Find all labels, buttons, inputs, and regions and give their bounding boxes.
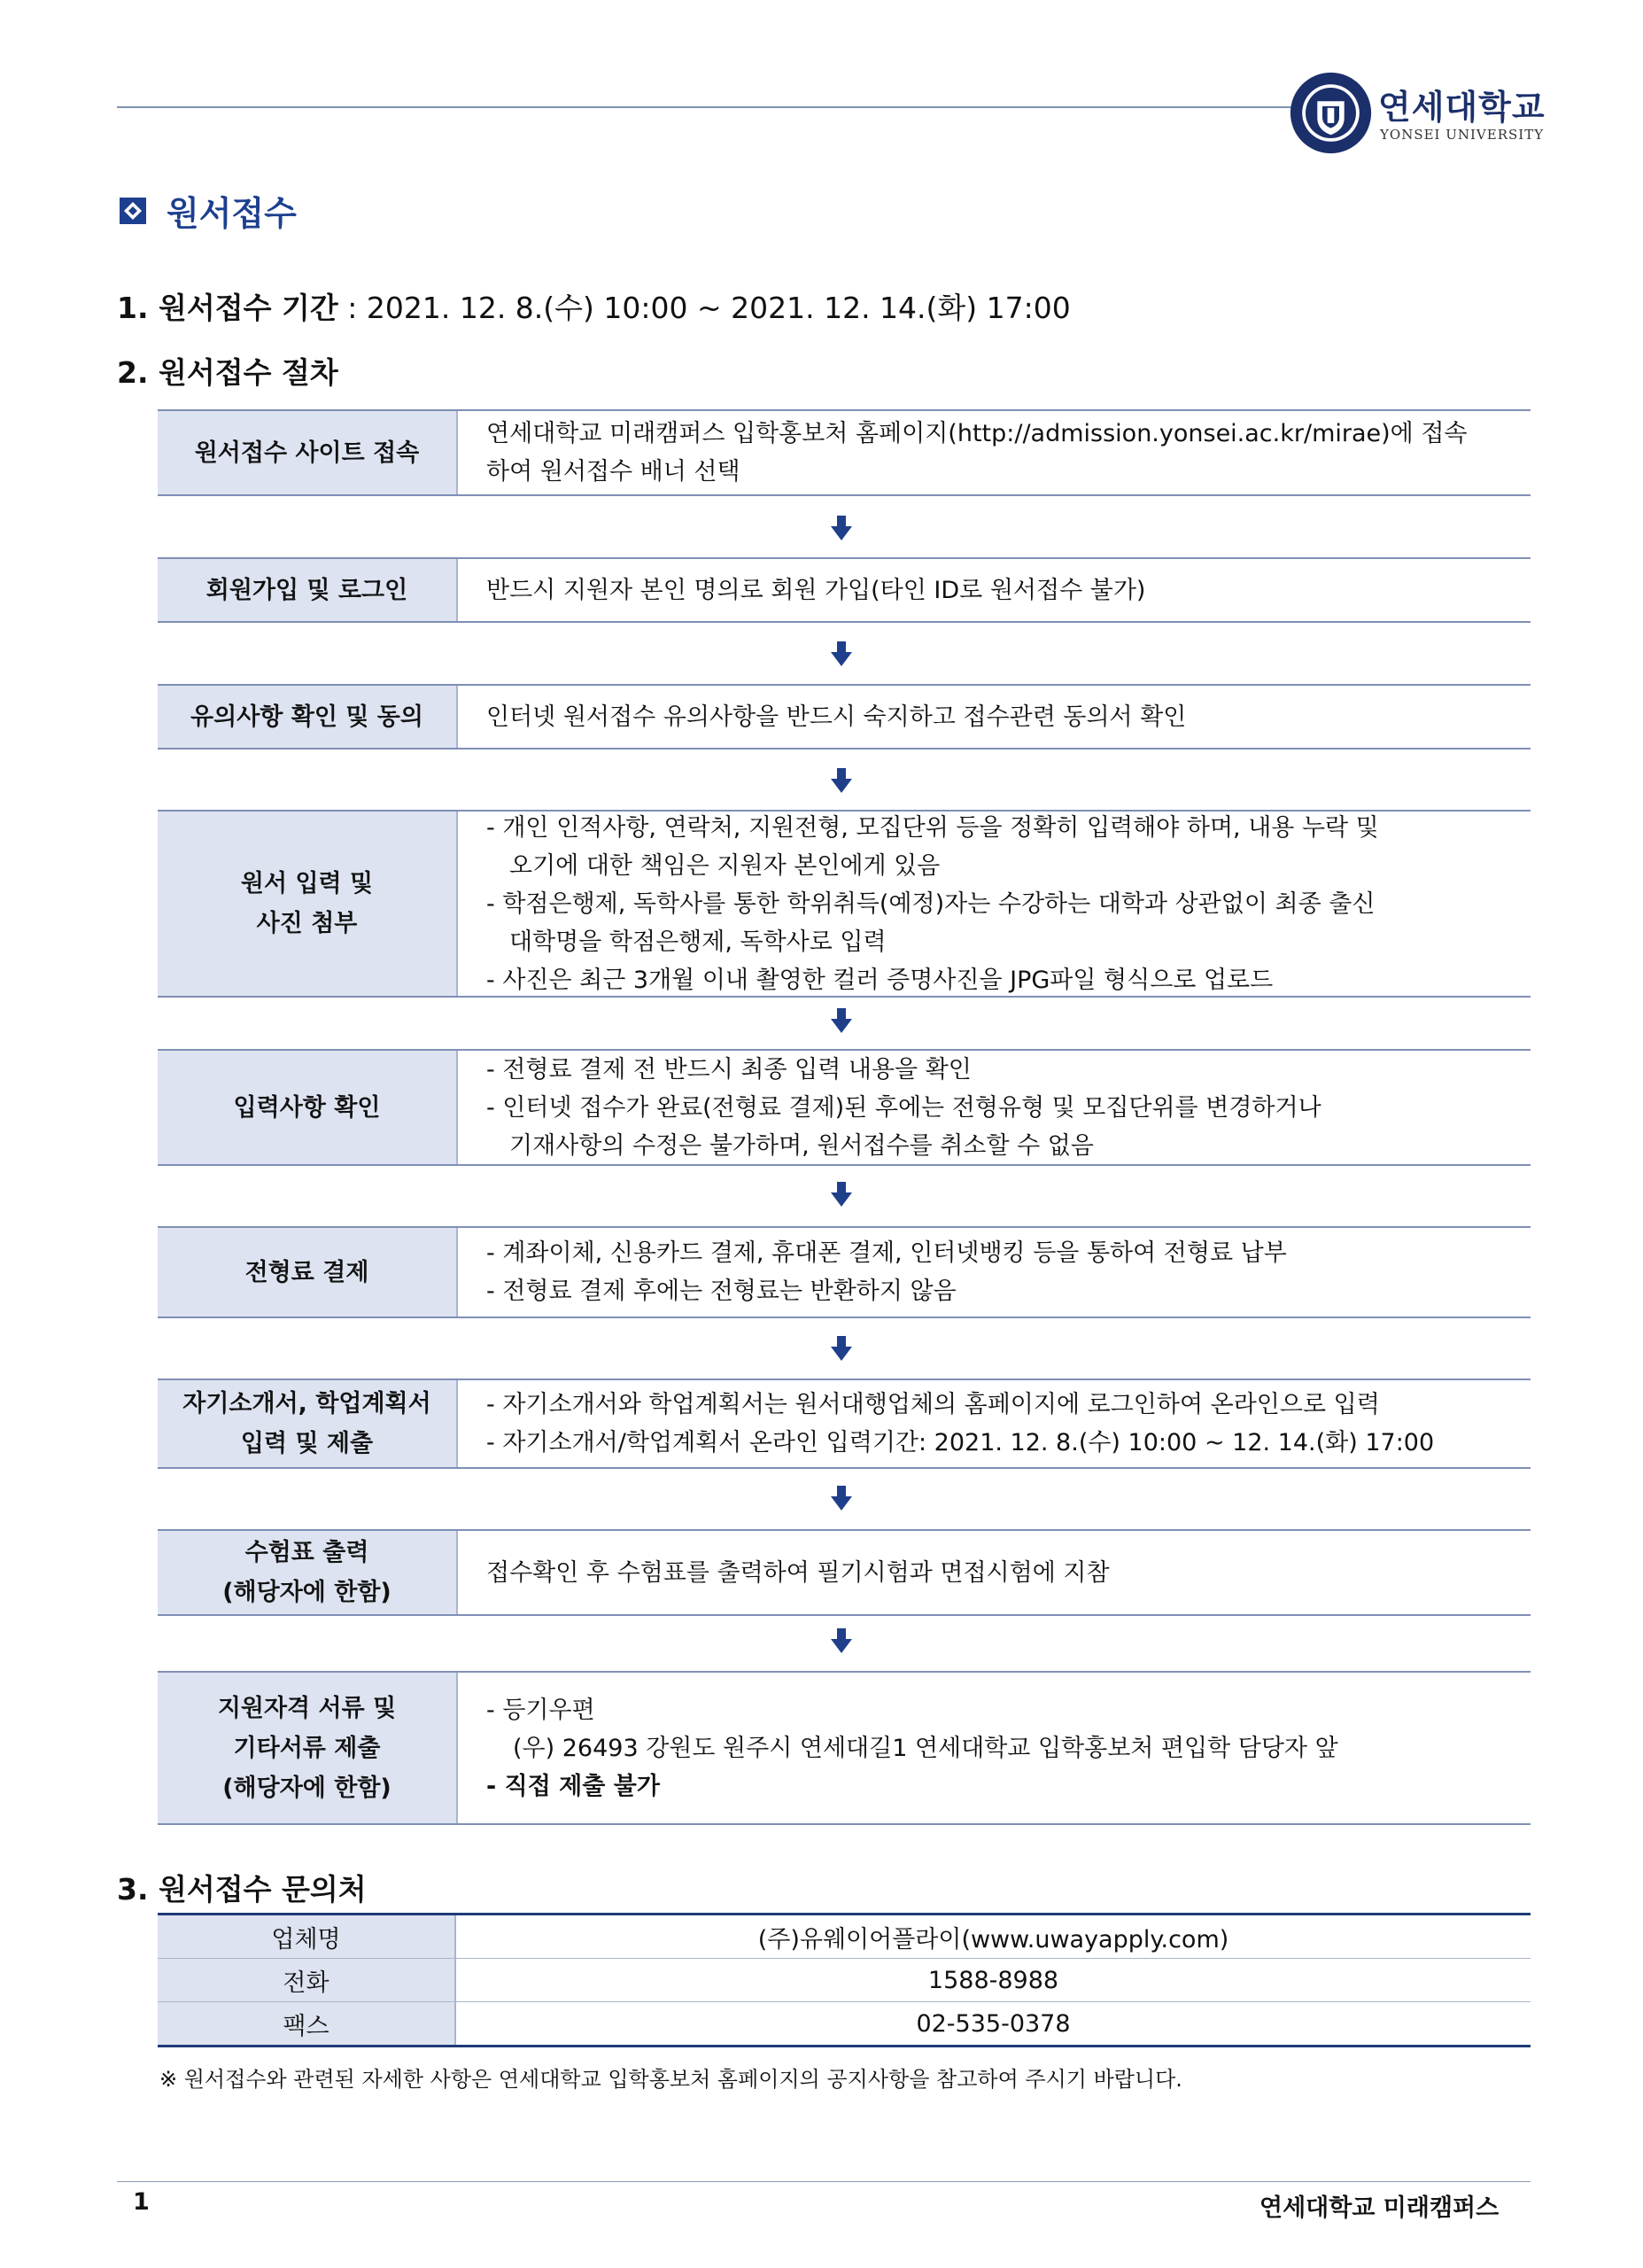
arrow-down-icon (831, 516, 852, 540)
step-row-application-input (158, 810, 1531, 998)
table-row (158, 1915, 1531, 1959)
step-row-admission-ticket (158, 1529, 1531, 1616)
step-content (456, 1051, 1531, 1164)
step-bullet: - 자기소개서/학업계획서 온라인 입력기간: 2021. 12. 8.(수) 10:00 ~ 12. 14.(화) 17:00 (486, 1429, 1435, 1456)
header-rule (117, 106, 1293, 108)
step-label (158, 812, 458, 996)
contact-title (117, 1867, 367, 1908)
arrow-down-icon (831, 641, 852, 666)
procedure-title-text: 2. 원서접수 절차 (117, 355, 338, 390)
step-label-line: 전형료 결제 (244, 1258, 369, 1286)
step-label (158, 559, 458, 621)
step-content (456, 812, 1531, 996)
footnote: ※ 원서접수와 관련된 자세한 사항은 연세대학교 입학홍보처 홈페이지의 공지사항을 참고하여 주시기 바랍니다. (159, 2067, 1182, 2092)
step-label (158, 1228, 458, 1317)
table-row (158, 2002, 1531, 2047)
step-label-line: 입력 및 제출 (240, 1430, 374, 1457)
step-content (456, 1380, 1531, 1467)
procedure-title (117, 350, 338, 392)
step-label-line: (해당자에 한함) (222, 1579, 391, 1606)
step-label (158, 411, 458, 494)
step-row-signup-login (158, 557, 1531, 623)
period-separator: : (337, 291, 367, 325)
contact-value: (주)유웨이어플라이(www.uwayapply.com) (455, 1915, 1531, 1959)
step-row-input-check (158, 1049, 1531, 1166)
arrow-down-icon (831, 768, 852, 793)
section-title: 원서접수 (167, 194, 297, 233)
step-label-line: 회원가입 및 로그인 (205, 576, 408, 604)
page-number: 1 (133, 2188, 150, 2216)
step-bullet-cont: 대학명을 학점은행제, 독학사로 입력 (509, 928, 887, 956)
step-label (158, 1531, 458, 1614)
contact-table (158, 1913, 1531, 2047)
application-period (117, 285, 1071, 327)
step-label-line: 사진 첨부 (256, 910, 358, 937)
step-line: 하여 원서접수 배너 선택 (486, 458, 740, 485)
step-label-line: 입력사항 확인 (233, 1093, 381, 1122)
contact-value: 02-535-0378 (455, 2002, 1531, 2047)
contact-key: 업체명 (158, 1915, 455, 1959)
arrow-down-icon (831, 1628, 852, 1653)
contact-title-text: 3. 원서접수 문의처 (117, 1872, 367, 1907)
logo-subtitle: YONSEI UNIVERSITY (1380, 127, 1545, 143)
step-bullet-cont: 기재사항의 수정은 불가하며, 원서접수를 취소할 수 없음 (509, 1131, 1094, 1160)
step-label-line: 수험표 출력 (244, 1539, 369, 1566)
step-row-site-access (158, 409, 1531, 496)
table-row (158, 1959, 1531, 2002)
step-label-line: 지원자격 서류 및 (217, 1694, 397, 1722)
step-content (456, 1673, 1531, 1823)
step-row-document-submission (158, 1671, 1531, 1825)
step-content (456, 559, 1531, 621)
arrow-down-icon (831, 1336, 852, 1361)
step-bullet: - 전형료 결제 전 반드시 최종 입력 내용을 확인 (486, 1055, 972, 1084)
step-line: 접수확인 후 수험표를 출력하여 필기시험과 면접시험에 지참 (486, 1558, 1110, 1587)
step-label-line: 자기소개서, 학업계획서 (182, 1390, 431, 1418)
step-row-notice-consent (158, 684, 1531, 750)
step-line: 연세대학교 미래캠퍼스 입학홍보처 홈페이지(http://admission.yonsei.ac.kr/mirae)에 접속 (486, 420, 1468, 447)
step-bullet: - 계좌이체, 신용카드 결제, 휴대폰 결제, 인터넷뱅킹 등을 통하여 전형료 납부 (486, 1239, 1287, 1267)
step-label (158, 1051, 458, 1164)
step-line: 인터넷 원서접수 유의사항을 반드시 숙지하고 접수관련 동의서 확인 (486, 703, 1187, 731)
step-label-line: 유의사항 확인 및 동의 (190, 703, 423, 731)
step-bullet: - 등기우편 (486, 1696, 595, 1724)
step-bullet: - 전형료 결제 후에는 전형료는 반환하지 않음 (486, 1278, 957, 1305)
step-bullet-cont: 오기에 대한 책임은 지원자 본인에게 있음 (509, 851, 941, 880)
step-content (456, 411, 1531, 494)
contact-value: 1588-8988 (455, 1959, 1531, 2002)
step-label-line: 기타서류 제출 (233, 1734, 381, 1762)
period-value: 2021. 12. 8.(수) 10:00 ~ 2021. 12. 14.(화) 17:00 (366, 291, 1071, 325)
contact-key: 팩스 (158, 2002, 455, 2047)
contact-key: 전화 (158, 1959, 455, 2002)
step-bullet-bold: - 직접 제출 불가 (486, 1772, 660, 1800)
logo-name: 연세대학교 (1378, 88, 1546, 127)
step-row-fee-payment (158, 1226, 1531, 1318)
step-label (158, 1673, 458, 1823)
arrow-down-icon (831, 1008, 852, 1033)
step-bullet: - 학점은행제, 독학사를 통한 학위취득(예정)자는 수강하는 대학과 상관없이 최종 출신 (486, 889, 1376, 918)
step-line: 반드시 지원자 본인 명의로 회원 가입(타인 ID로 원서접수 불가) (486, 576, 1146, 604)
step-label-line: 원서접수 사이트 접속 (194, 439, 420, 467)
step-label-line: 원서 입력 및 (240, 870, 374, 897)
step-content (456, 1531, 1531, 1614)
step-label (158, 686, 458, 748)
period-label: 1. 원서접수 기간 (117, 291, 338, 325)
section-square-icon (119, 197, 147, 225)
step-bullet-cont: (우) 26493 강원도 원주시 연세대길1 연세대학교 입학홍보처 편입학 담당자 앞 (513, 1734, 1338, 1762)
arrow-down-icon (831, 1182, 852, 1207)
footer-organization: 연세대학교 미래캠퍼스 (1259, 2194, 1500, 2222)
step-label (158, 1380, 458, 1467)
arrow-down-icon (831, 1486, 852, 1511)
step-bullet: - 개인 인적사항, 연락처, 지원전형, 모집단위 등을 정확히 입력해야 하며, 내용 누락 및 (486, 813, 1379, 842)
step-row-self-intro (158, 1379, 1531, 1469)
footer-rule (117, 2181, 1531, 2182)
step-label-line: (해당자에 한함) (222, 1774, 391, 1802)
step-content (456, 1228, 1531, 1317)
step-bullet: - 사진은 최근 3개월 이내 촬영한 컬러 증명사진을 JPG파일 형식으로 업로드 (486, 966, 1274, 994)
yonsei-seal-icon (1289, 71, 1373, 155)
step-bullet: - 자기소개서와 학업계획서는 원서대행업체의 홈페이지에 로그인하여 온라인으로 입력 (486, 1391, 1380, 1418)
step-content (456, 686, 1531, 748)
step-bullet: - 인터넷 접수가 완료(전형료 결제)된 후에는 전형유형 및 모집단위를 변경하거나 (486, 1093, 1321, 1122)
